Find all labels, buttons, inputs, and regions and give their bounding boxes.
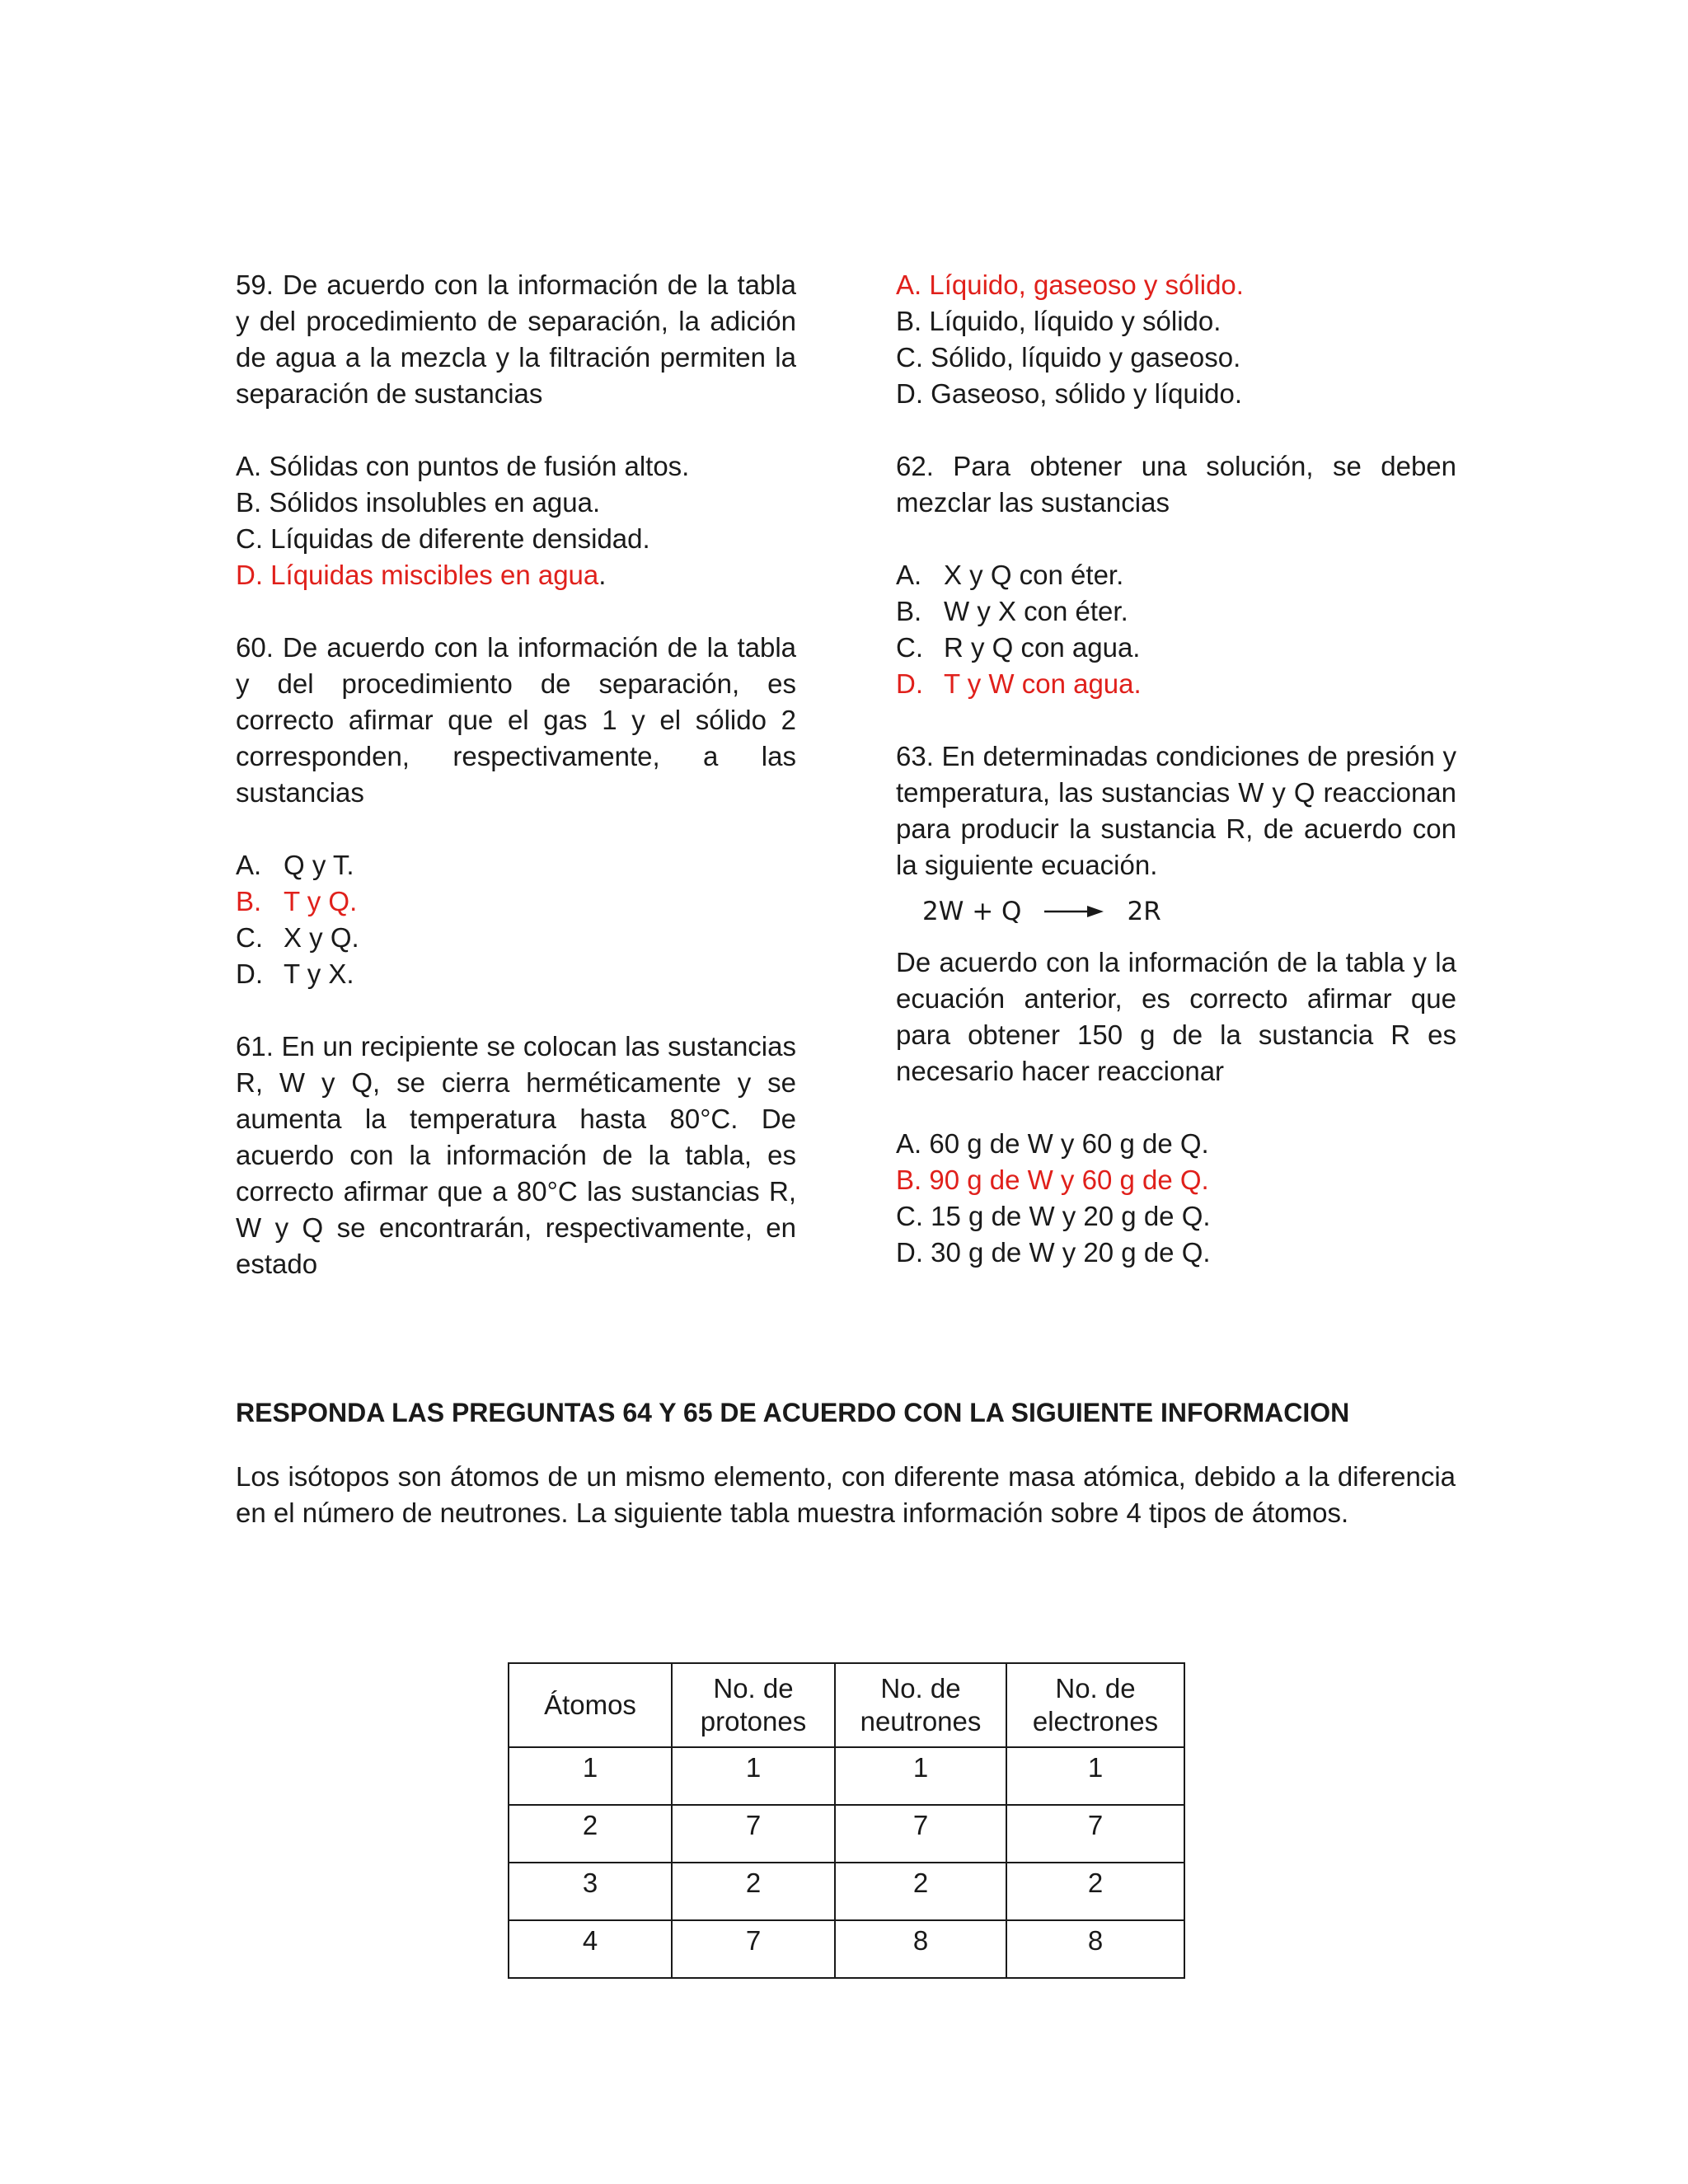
cell-neutrons: 7 [835, 1805, 1006, 1863]
cell-neutrons: 8 [835, 1920, 1006, 1978]
q60-option-d-text: T y X. [284, 958, 354, 989]
section-intro: Los isótopos son átomos de un mismo elemento, con diferente masa atómica, debido a la diferencia en el número de neutrones. La siguiente tabla muestra información sobre 4 tipos de átomos. [236, 1461, 1456, 1528]
header-neutrons: No. de neutrones [835, 1663, 1006, 1747]
table-row [509, 1920, 1184, 1978]
header-electrons: No. de electrones [1006, 1663, 1184, 1747]
cell-electrons: 8 [1006, 1920, 1184, 1978]
table-row [509, 1747, 1184, 1805]
q62-option-d-text: T y W con agua. [944, 668, 1142, 699]
q60-option-b-letter: B. [236, 886, 262, 916]
q62-option-d [896, 666, 1456, 702]
q60-option-a-text: Q y T. [284, 850, 354, 880]
q59-option-d-text: D. Líquidas miscibles en agua [236, 560, 599, 590]
reaction-arrow-icon [1044, 903, 1104, 920]
q60-option-c-letter: C. [236, 922, 263, 953]
q62-option-b-letter: B. [896, 596, 922, 626]
q62-option-c-text: R y Q con agua. [944, 632, 1141, 663]
q60-option-a-letter: A. [236, 850, 262, 880]
cell-neutrons: 2 [835, 1863, 1006, 1920]
cell-protons: 1 [672, 1747, 835, 1805]
question-61-stem: 61. En un recipiente se colocan las sustancias R, W y Q, se cierra herméticamente y se aumenta la temperatura hasta 80°C. De acuerdo con la información de la tabla, es correcto afirmar que a 80°C las sustancias R, W y Q se encontrarán, respectivamente, en estado [236, 1031, 796, 1279]
cell-atom: 4 [509, 1920, 672, 1978]
q59-option-c: C. Líquidas de diferente densidad. [236, 523, 650, 554]
q61-option-a: A. Líquido, gaseoso y sólido. [896, 269, 1244, 300]
section-heading: RESPONDA LAS PREGUNTAS 64 Y 65 DE ACUERDO CON LA SIGUIENTE INFORMACION [236, 1398, 1350, 1427]
q60-option-b [236, 883, 796, 920]
left-column [236, 267, 796, 1282]
header-atoms: Átomos [509, 1663, 672, 1747]
cell-electrons: 7 [1006, 1805, 1184, 1863]
cell-electrons: 1 [1006, 1747, 1184, 1805]
q59-option-a: A. Sólidas con puntos de fusión altos. [236, 451, 690, 481]
q62-option-a [896, 557, 1456, 593]
question-59-stem: 59. De acuerdo con la información de la tabla y del procedimiento de separación, la adición de agua a la mezcla y la filtración permiten la separación de sustancias [236, 269, 796, 409]
question-60-stem: 60. De acuerdo con la información de la tabla y del procedimiento de separación, es correcto afirmar que el gas 1 y el sólido 2 corresponden, respectivamente, a las sustancias [236, 632, 796, 808]
table-header-row [509, 1663, 1184, 1747]
q62-option-c [896, 630, 1456, 666]
q62-option-a-text: X y Q con éter. [944, 560, 1124, 590]
cell-atom: 1 [509, 1747, 672, 1805]
q60-option-d-letter: D. [236, 958, 263, 989]
cell-electrons: 2 [1006, 1863, 1184, 1920]
chemical-equation [922, 888, 1456, 935]
cell-atom: 3 [509, 1863, 672, 1920]
right-column [896, 267, 1456, 1271]
q60-option-c-text: X y Q. [284, 922, 359, 953]
header-protons: No. de protones [672, 1663, 835, 1747]
q60-option-b-text: T y Q. [284, 886, 358, 916]
q62-option-c-letter: C. [896, 632, 923, 663]
cell-protons: 7 [672, 1805, 835, 1863]
q60-option-a [236, 847, 796, 883]
table-row [509, 1863, 1184, 1920]
question-62-stem: 62. Para obtener una solución, se deben mezclar las sustancias [896, 451, 1456, 518]
q62-option-b-text: W y X con éter. [944, 596, 1128, 626]
isotope-table [508, 1662, 1185, 1979]
q61-option-b: B. Líquido, líquido y sólido. [896, 306, 1221, 336]
q62-option-a-letter: A. [896, 560, 922, 590]
q60-option-d [236, 956, 796, 992]
q59-option-d [236, 557, 796, 593]
question-63-followup: De acuerdo con la información de la tabla y la ecuación anterior, es correcto afirmar que para obtener 150 g de la sustancia R es necesario hacer reaccionar [896, 947, 1456, 1086]
equation-products: 2R [1127, 897, 1161, 926]
q63-option-c: C. 15 g de W y 20 g de Q. [896, 1201, 1211, 1231]
q63-option-d: D. 30 g de W y 20 g de Q. [896, 1237, 1211, 1268]
table-row [509, 1805, 1184, 1863]
q59-option-b: B. Sólidos insolubles en agua. [236, 487, 601, 518]
equation-reactants: 2W + Q [922, 897, 1022, 926]
q62-option-d-letter: D. [896, 668, 923, 699]
q63-option-a: A. 60 g de W y 60 g de Q. [896, 1128, 1209, 1159]
cell-neutrons: 1 [835, 1747, 1006, 1805]
cell-protons: 7 [672, 1920, 835, 1978]
cell-atom: 2 [509, 1805, 672, 1863]
q60-option-c [236, 920, 796, 956]
q61-option-c: C. Sólido, líquido y gaseoso. [896, 342, 1241, 373]
q59-option-d-period: . [598, 560, 607, 590]
cell-protons: 2 [672, 1863, 835, 1920]
question-63-stem: 63. En determinadas condiciones de presión y temperatura, las sustancias W y Q reaccionan para producir la sustancia R, de acuerdo con la siguiente ecuación. [896, 741, 1456, 880]
q62-option-b [896, 593, 1456, 630]
q63-option-b: B. 90 g de W y 60 g de Q. [896, 1165, 1209, 1195]
q61-option-d: D. Gaseoso, sólido y líquido. [896, 378, 1243, 409]
